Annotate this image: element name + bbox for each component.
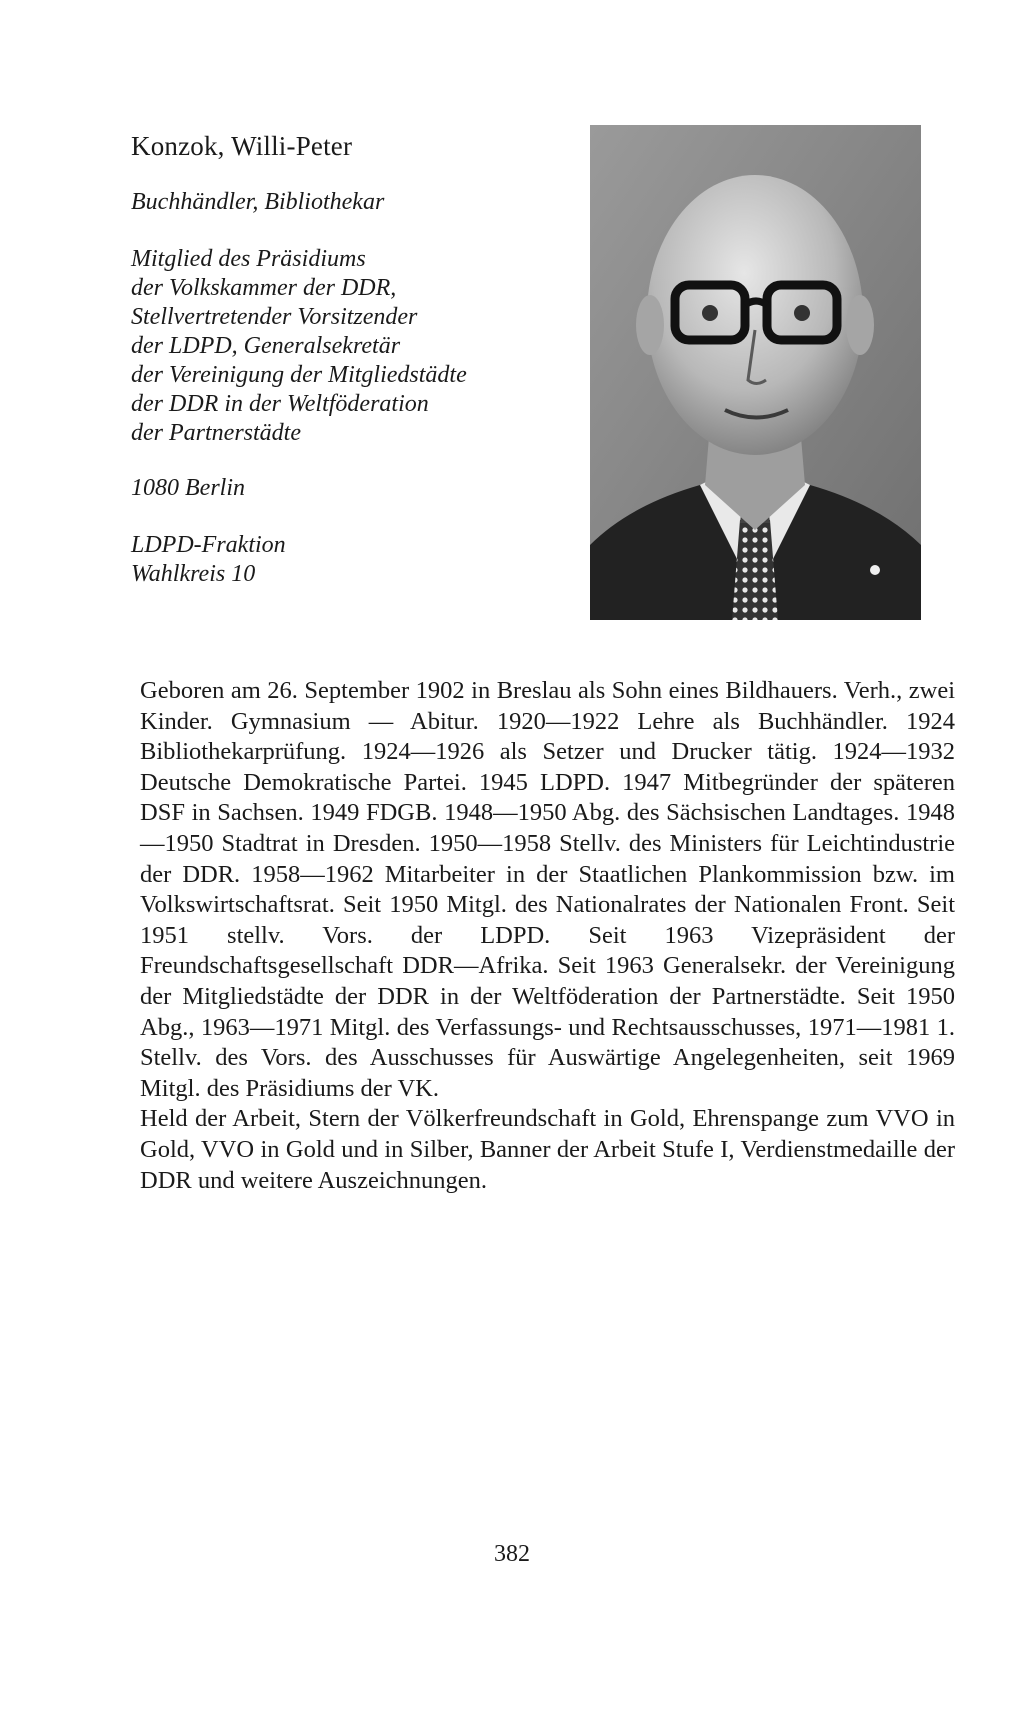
constituency: Wahlkreis 10 [131, 561, 256, 587]
role-line: der Partnerstädte [131, 420, 301, 446]
biography [140, 676, 955, 1196]
profession: Buchhändler, Bibliothekar [131, 189, 385, 215]
role-line: der Volkskammer der DDR, [131, 275, 397, 301]
page-number: 382 [494, 1541, 530, 1567]
faction-block [131, 531, 571, 589]
roles-list [131, 245, 571, 448]
faction: LDPD-Fraktion [131, 532, 286, 558]
entry-header [131, 120, 571, 589]
role-line: der LDPD, Generalsekretär [131, 333, 401, 359]
city: 1080 Berlin [131, 475, 245, 501]
role-line: der DDR in der Weltföderation [131, 391, 429, 417]
portrait-photo [590, 125, 921, 620]
role-line: Stellvertretender Vorsitzender [131, 304, 418, 330]
awards-paragraph: Held der Arbeit, Stern der Völkerfreundschaft in Gold, Ehrenspange zum VVO in Gold, VVO in Gold und in Silber, Banner der Arbeit Stufe I, Verdienstmedaille der DDR und weitere Auszeichnungen. [140, 1105, 955, 1194]
biography-paragraph: Geboren am 26. September 1902 in Breslau als Sohn eines Bildhauers. Verh., zwei Kinder. Gymnasium — Abitur. 1920—1922 Lehre als Buchhändler. 1924 Bibliothekarprüfung. 1924—1926 als Setzer und Drucker tätig. 1924—1932 Deutsche Demokratische Partei. 1945 LDPD. 1947 Mitbegründer der späteren DSF in Sachsen. 1949 FDGB. 1948—1950 Abg. des Sächsischen Landtages. 1948—1950 Stadtrat in Dresden. 1950—1958 Stellv. des Ministers für Leichtindustrie der DDR. 1958—1962 Mitarbeiter in der Staatlichen Plankommission bzw. im Volkswirtschaftsrat. Seit 1950 Mitgl. des Nationalrates der Nationalen Front. Seit 1951 stellv. Vors. der LDPD. Seit 1963 Vizepräsident der Freundschaftsgesellschaft DDR—Afrika. Seit 1963 Generalsekr. der Vereinigung der Mitgliedstädte der DDR in der Weltföderation der Partnerstädte. Seit 1950 Abg., 1963—1971 Mitgl. des Verfassungs- und Rechtsausschusses, 1971—1981 1. Stellv. des Vors. des Ausschusses für Auswärtige Angelegenheiten, seit 1969 Mitgl. des Präsidiums der VK. [140, 677, 955, 1102]
person-name: Konzok, Willi-Peter [131, 131, 353, 161]
role-line: Mitglied des Präsidiums [131, 246, 366, 272]
role-line: der Vereinigung der Mitgliedstädte [131, 362, 467, 388]
